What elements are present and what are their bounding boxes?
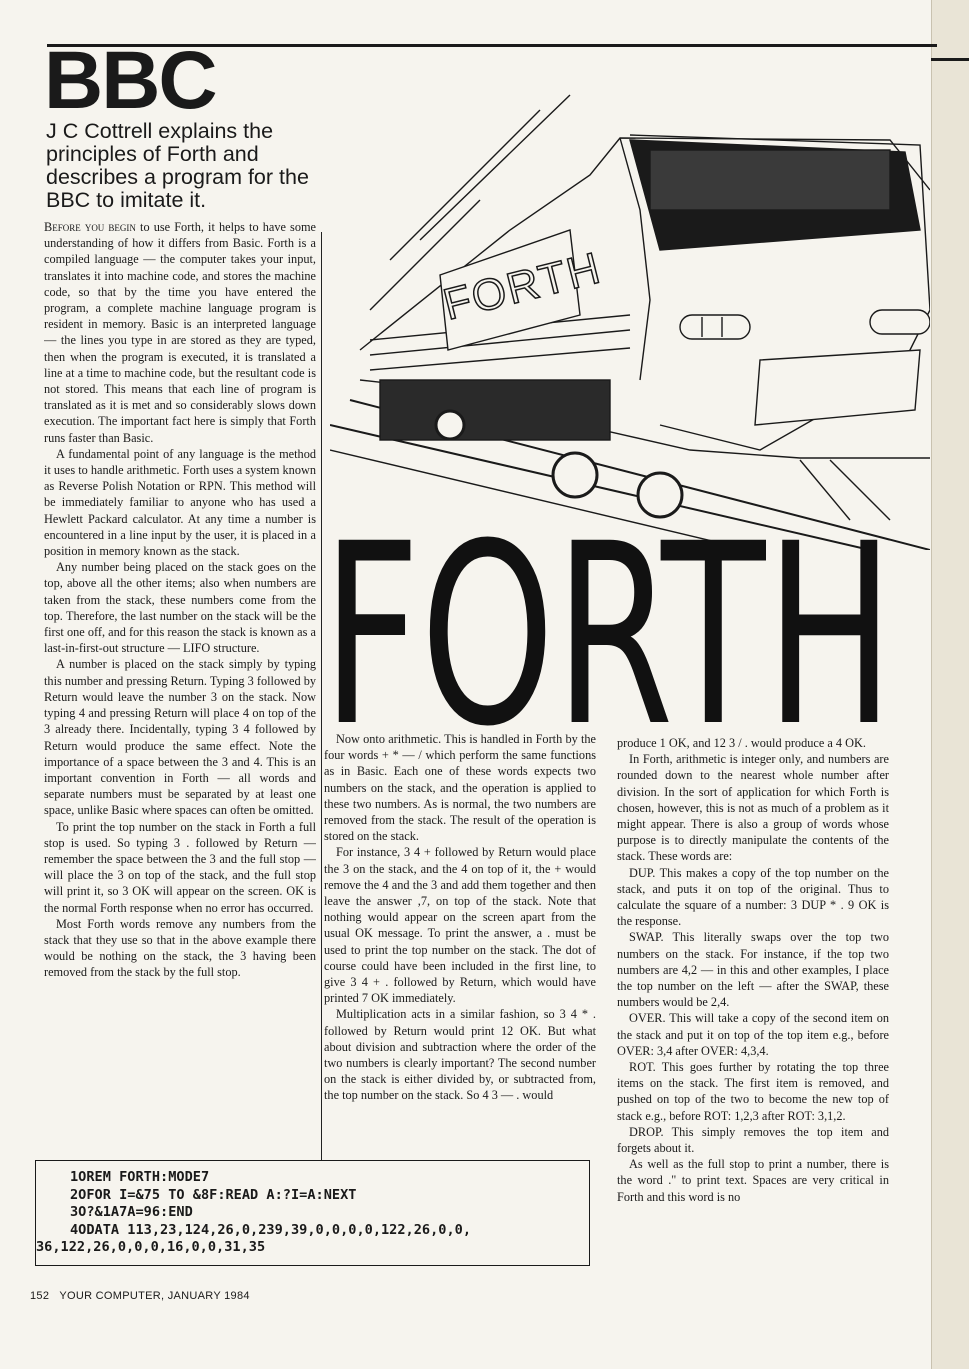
facing-page-edge [931,0,969,1369]
paragraph: OVER. This will take a copy of the second item on the stack and put it on top of the top item e.g., before OVER: 3,4 after OVER: 4,3,4. [617,1011,889,1058]
train-lettering: FORTH [438,243,607,330]
paragraph: DROP. This simply removes the top item and forgets about it. [617,1124,889,1156]
paragraph: In Forth, arithmetic is integer only, and numbers are rounded down to the nearest whole number after division. In the sort of application for which Forth is chosen, however, this is not as much of a problem as it might appear. There is also a group of words whose purpose is to directly manipulate the contents of the stack. These words are: [617,752,889,864]
paragraph: A fundamental point of any language is the method it uses to handle arithmetic. Forth uses a system known as Reverse Polish Notation or RPN. This method will be immediately familiar to anyone who has used a Hewlett Packard calculator. At any time a number is encountered in a line input by the user, it is placed in a position in memory known as the stack. [44,446,316,559]
paragraph: As well as the full stop to print a number, there is the word ." to print text. Spaces are very critical in Forth and this word is no [617,1157,889,1204]
paragraph: produce 1 OK, and 12 3 / . would produce a 4 OK. [617,736,866,750]
paragraph: A number is placed on the stack simply by typing this number and pressing Return. Typing 3 followed by Return would leave the number 3 on the stack. Now typing 4 and pressing Return will place 4 on top of the 3 already there. Incidentally, typing 3 4 followed by Return would produce the same effect. Note the importance of a space between the 3 and 4. This is an important convention in Forth — all words and separate numbers must be separated by at least one space, unlike Basic where spaces can often be omitted. [44,657,316,818]
program-listing [35,1160,590,1266]
listing-line: 3O?&1A7A=96:END [70,1204,193,1220]
listing-line: 4ODATA 113,23,124,26,0,239,39,0,0,0,0,122,26,0,0, [70,1221,472,1238]
headline-forth [322,512,902,732]
listing-line: 2OFOR I=&75 TO &8F:READ A:?I=A:NEXT [70,1186,357,1203]
paragraph: Multiplication acts in a similar fashion, so 3 4 * . followed by Return would print 12 OK. But what about division and subtraction where the order of the two numbers is clearly important? The second number on the stack is either divided by, or subtracted from, the top number on the stack. So 4 3 — . would [324,1007,596,1103]
section-title: BBC [44,35,216,126]
paragraph: SWAP. This literally swaps over the top two numbers on the stack. For instance, if the top two numbers are 4,2 — in this and other examples, I place the top number on the left — after the SWAP, these numbers would be 2,4. [617,930,889,1010]
listing-line: 36,122,26,0,0,0,16,0,0,31,35 [36,1239,266,1255]
body-column-1 [44,219,316,1165]
column-divider [321,232,322,1162]
page-number: 152 [30,1290,50,1302]
paragraph: Most Forth words remove any numbers from the stack that they use so that in the above example there would be nothing on the stack, the 3 having been removed from the stack by the full stop. [44,916,316,980]
train-illustration [330,80,930,550]
paragraph: For instance, 3 4 + followed by Return would place the 3 on the stack, and the 4 on top of it, the + would remove the 4 and the 3 and add them together and then leave the answer ,7, on top of the stack. Note that nothing would appear on the screen apart from the usual OK message. To print the answer, a . must be used to print the top number on the stack. The dot of course could have been included in the first line, to give 3 4 + . followed by Return, which would have printed 7 OK immediately. [324,845,596,1006]
lead-in: Before you begin [44,220,136,234]
paragraph: Now onto arithmetic. This is handled in Forth by the four words + * — / which perform the same functions as in Basic. Each one of these words expects two numbers on the stack, and the operation is applied to these two numbers. As is normal, the two numbers are removed from the stack. The result of the operation is stored on the stack. [324,732,596,844]
article-standfirst: J C Cottrell explains the principles of Forth and describes a program for the BBC to imitate it. [46,119,309,212]
page-footer [30,1290,250,1302]
body-column-2 [324,731,596,1169]
paragraph: Before you begin to use Forth, it helps to have some understanding of how it differs from Basic. Forth is a compiled language — the computer takes your input, translates it into machine code, and stores the machine code, so that by the time you have entered the program, a complete machine language program is resident in memory. Basic is an interpreted language — the lines you type in are stored as they are typed, then when the program is executed, it is translated a line at a time to machine code, but the resultant code is not stored. This means that each line of program is translated as it is met and so considerably slows down execution. The important fact here is simply that Forth runs faster than Basic. [44,220,316,445]
facing-page-rule [931,58,969,61]
paragraph: ROT. This goes further by rotating the top three items on the stack. The first item is removed, and pushed on top of the two to become the new top of stack e.g., before ROT: 1,2,3 after ROT: 3,1,2. [617,1060,889,1123]
paragraph: DUP. This makes a copy of the top number on the stack, and puts it on top of the original. Thus to calculate the square of a number: 3 DUP * . 9 OK is the response. [617,865,889,929]
paragraph: Any number being placed on the stack goes on the top, above all the other items; also when numbers are taken from the stack, these numbers come from the top. Therefore, the last number on the stack will be the first one off, and for this reason the stack is known as a last-in-first-out structure — LIFO structure. [44,560,316,656]
headline-text: FORTH [322,512,894,732]
paragraph: To print the top number on the stack in Forth a full stop is used. So typing 3 . followed by Return — remember the space between the 3 and the full stop — will place the 3 on top of the stack, and the full stop will print it, so 3 OK will appear on the screen. OK is the normal Forth response when no error has occurred. [44,819,316,915]
body-column-3 [617,735,889,1275]
listing-line: 1OREM FORTH:MODE7 [70,1169,210,1185]
publication-line: YOUR COMPUTER, JANUARY 1984 [59,1290,250,1302]
